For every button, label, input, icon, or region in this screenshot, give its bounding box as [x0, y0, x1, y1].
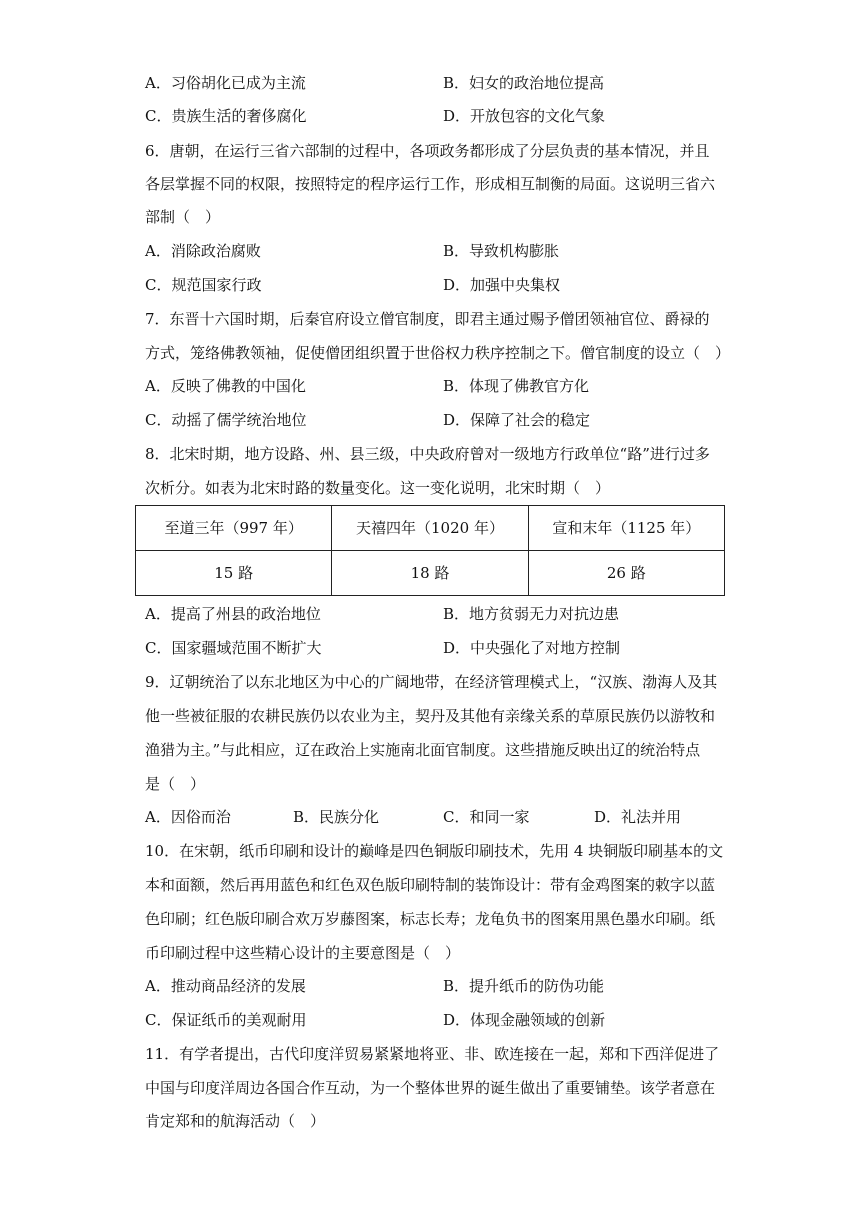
q8-option-c[interactable]: C．国家疆域范围不断扩大 [145, 639, 322, 657]
q6-option-d[interactable]: D．加强中央集权 [443, 276, 561, 294]
q9-stem-line-2: 他一些被征服的农耕民族仍以农业为主，契丹及其他有亲缘关系的草原民族仍以游牧和 [145, 707, 716, 725]
q7-option-d[interactable]: D．保障了社会的稳定 [443, 411, 591, 429]
q8-stem-line-1: 8．北宋时期，地方设路、州、县三级，中央政府曾对一级地方行政单位“路”进行过多 [145, 445, 710, 463]
q8-stem-line-2: 次析分。如表为北宋时路的数量变化。这一变化说明，北宋时期（ ） [145, 479, 611, 497]
q6-option-c[interactable]: C．规范国家行政 [145, 276, 262, 294]
q9-stem-line-1: 9．辽朝统治了以东北地区为中心的广阔地带，在经济管理模式上，“汉族、渤海人及其 [145, 673, 718, 691]
q7-stem-line-2: 方式，笼络佛教领袖，促使僧团组织置于世俗权力秩序控制之下。僧官制度的设立（ ） [145, 344, 731, 362]
q9-stem-line-3: 渔猎为主。”与此相应，辽在政治上实施南北面官制度。这些措施反映出辽的统治特点 [145, 741, 701, 759]
q7-option-b[interactable]: B．体现了佛教官方化 [443, 377, 590, 395]
table-cell: 15 路 [136, 551, 332, 596]
q7-option-c[interactable]: C．动摇了儒学统治地位 [145, 411, 307, 429]
table-header-row [136, 506, 725, 551]
q7-option-a[interactable]: A．反映了佛教的中国化 [145, 377, 306, 395]
table-cell: 18 路 [332, 551, 528, 596]
q10-stem-line-3: 色印刷；红色版印刷合欢万岁藤图案，标志长寿；龙龟负书的图案用黑色墨水印刷。纸 [145, 910, 716, 928]
q5-option-d[interactable]: D．开放包容的文化气象 [443, 107, 606, 125]
q9-option-d[interactable]: D．礼法并用 [594, 808, 682, 826]
q9-option-c[interactable]: C．和同一家 [443, 808, 530, 826]
q9-option-b[interactable]: B．民族分化 [293, 808, 380, 826]
q10-stem-line-4: 币印刷过程中这些精心设计的主要意图是（ ） [145, 944, 461, 962]
q5-option-b[interactable]: B．妇女的政治地位提高 [443, 74, 605, 92]
q6-stem-line-1: 6．唐朝，在运行三省六部制的过程中，各项政务都形成了分层负责的基本情况，并且 [145, 142, 710, 160]
table-header-cell: 天禧四年（1020 年） [332, 506, 528, 551]
q10-option-d[interactable]: D．体现金融领域的创新 [443, 1011, 606, 1029]
q5-option-c[interactable]: C．贵族生活的奢侈腐化 [145, 107, 307, 125]
q8-routes-table [135, 505, 725, 596]
q8-option-d[interactable]: D．中央强化了对地方控制 [443, 639, 621, 657]
q9-stem-line-4: 是（ ） [145, 775, 206, 793]
q11-stem-line-2: 中国与印度洋周边各国合作互动，为一个整体世界的诞生做出了重要铺垫。该学者意在 [145, 1079, 716, 1097]
q5-option-a[interactable]: A．习俗胡化已成为主流 [145, 74, 306, 92]
table-row [136, 551, 725, 596]
q7-stem-line-1: 7．东晋十六国时期，后秦官府设立僧官制度，即君主通过赐予僧团领袖官位、爵禄的 [145, 310, 710, 328]
q10-option-b[interactable]: B．提升纸币的防伪功能 [443, 977, 605, 995]
q9-option-a[interactable]: A．因俗而治 [145, 808, 231, 826]
q10-stem-line-2: 本和面额，然后再用蓝色和红色双色版印刷特制的装饰设计：带有金鸡图案的敕字以蓝 [145, 876, 716, 894]
table-header-cell: 宣和末年（1125 年） [528, 506, 724, 551]
q6-option-b[interactable]: B．导致机构膨胀 [443, 242, 560, 260]
q10-option-a[interactable]: A．推动商品经济的发展 [145, 977, 306, 995]
q11-stem-line-1: 11．有学者提出，古代印度洋贸易紧紧地将亚、非、欧连接在一起，郑和下西洋促进了 [145, 1045, 720, 1063]
table-cell: 26 路 [528, 551, 724, 596]
q6-option-a[interactable]: A．消除政治腐败 [145, 242, 261, 260]
q10-option-c[interactable]: C．保证纸币的美观耐用 [145, 1011, 307, 1029]
q8-option-a[interactable]: A．提高了州县的政治地位 [145, 605, 321, 623]
q8-option-b[interactable]: B．地方贫弱无力对抗边患 [443, 605, 620, 623]
q6-stem-line-3: 部制（ ） [145, 208, 221, 226]
table-header-cell: 至道三年（997 年） [136, 506, 332, 551]
q6-stem-line-2: 各层掌握不同的权限，按照特定的程序运行工作，形成相互制衡的局面。这说明三省六 [145, 175, 716, 193]
q11-stem-line-3: 肯定郑和的航海活动（ ） [145, 1112, 326, 1130]
q10-stem-line-1: 10．在宋朝，纸币印刷和设计的巅峰是四色铜版印刷技术，先用 4 块铜版印刷基本的文 [145, 842, 724, 860]
